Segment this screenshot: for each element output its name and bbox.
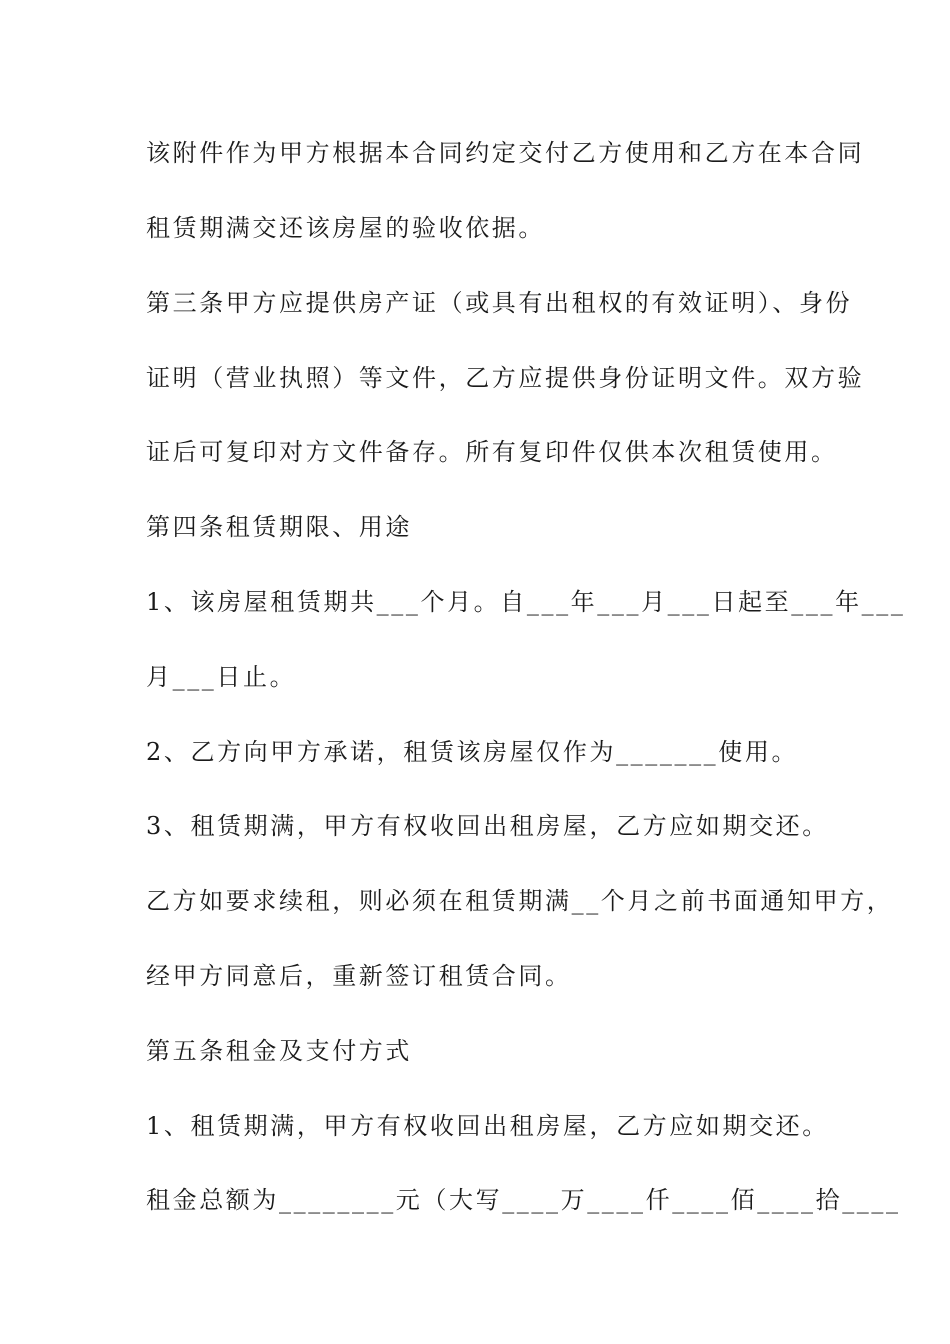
paragraph-line: 租赁期满交还该房屋的验收依据。 (146, 214, 545, 242)
paragraph-line: 3、租赁期满，甲方有权收回出租房屋，乙方应如期交还。 (146, 812, 829, 840)
paragraph-line: 1、该房屋租赁期共___个月。自___年___月___日起至___年___ (146, 588, 906, 616)
paragraph-line: 月___日止。 (146, 663, 297, 691)
paragraph-line: 该附件作为甲方根据本合同约定交付乙方使用和乙方在本合同 (146, 139, 865, 167)
paragraph-line: 1、租赁期满，甲方有权收回出租房屋，乙方应如期交还。 (146, 1112, 829, 1140)
paragraph-line: 证后可复印对方文件备存。所有复印件仅供本次租赁使用。 (146, 438, 838, 466)
paragraph-line: 租金总额为________元（大写____万____仟____佰____拾____ (146, 1186, 901, 1214)
paragraph-line: 经甲方同意后，重新签订租赁合同。 (146, 962, 572, 990)
paragraph-line: 证明（营业执照）等文件，乙方应提供身份证明文件。双方验 (146, 364, 865, 392)
paragraph-line: 乙方如要求续租，则必须在租赁期满__个月之前书面通知甲方， (146, 887, 894, 915)
paragraph-line: 2、乙方向甲方承诺，租赁该房屋仅作为_______使用。 (146, 738, 799, 766)
section-heading: 第五条租金及支付方式 (146, 1037, 412, 1065)
paragraph-line: 第三条甲方应提供房产证（或具有出租权的有效证明）、身份 (146, 289, 853, 317)
section-heading: 第四条租赁期限、用途 (146, 513, 412, 541)
